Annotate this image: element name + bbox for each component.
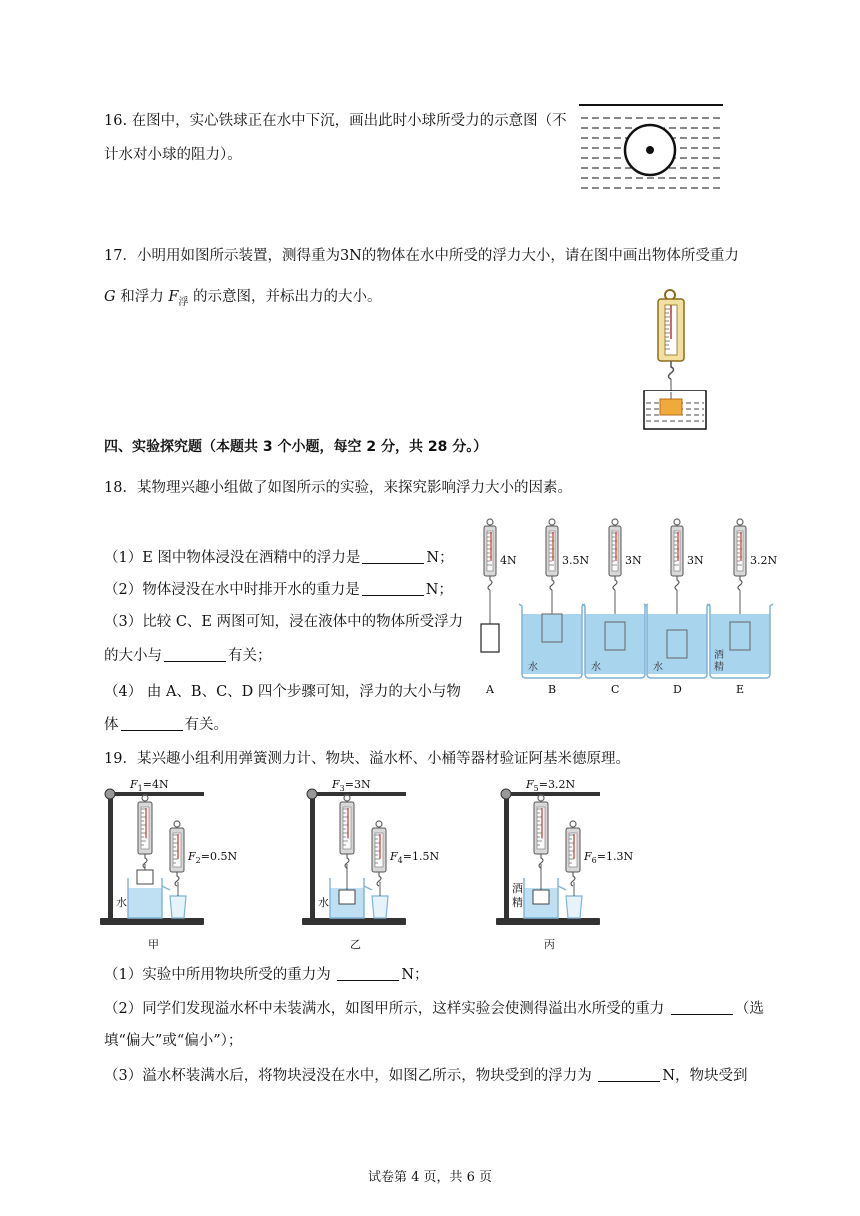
right-scale <box>372 821 386 886</box>
force-label-right: $F_2=0.5N$ <box>188 850 238 865</box>
q19-part3: （3）溢水杯装满水后，将物块浸没在水中，如图乙所示，物块受到的浮力为 N，物块受到 <box>104 1068 748 1084</box>
q16-figure-iron-ball <box>577 100 727 196</box>
q16-line2: 计水对小球的阻力）。 <box>104 147 242 163</box>
q18-part4-line1: （4） 由 A、B、C、D 四个步骤可知，浮力的大小与物 <box>104 684 461 700</box>
q19-part2-line2: 填“偏大”或“偏小”）； <box>104 1033 243 1049</box>
q17-line2: G 和浮力 $F_浮$ 的示意图，并标出力的大小。 <box>104 289 382 308</box>
small-bucket <box>170 896 186 918</box>
panel-3 <box>496 778 633 951</box>
small-bucket <box>372 896 388 918</box>
spring-scale-D <box>671 519 683 590</box>
q18-part4-line2: 体 有关。 <box>104 717 228 733</box>
q19-part2-line1: （2）同学们发现溢水杯中未装满水，如图甲所示，这样实验会使测得溢出水所受的重力 （选 <box>104 1001 764 1017</box>
q19-figure-archimedes-experiment <box>90 774 750 952</box>
step-label: C <box>611 683 620 696</box>
spring-scale-C <box>609 519 621 590</box>
answer-blank[interactable] <box>121 716 183 731</box>
panel-1 <box>100 778 237 951</box>
q18-figure-buoyancy-experiment <box>470 518 786 700</box>
scale-reading: 3.5N <box>562 554 590 567</box>
q19-part1: （1）实验中所用物块所受的重力为 N； <box>104 967 429 983</box>
q18-part1: （1）E 图中物体浸没在酒精中的浮力是 N； <box>104 550 454 566</box>
step-label: B <box>548 683 557 696</box>
liquid-label: 水 <box>116 896 127 909</box>
small-bucket <box>566 896 582 918</box>
q18-part3-line1: （3）比较 C、E 两图可知，浸在液体中的物体所受浮力 <box>104 614 464 630</box>
gravity-symbol: G <box>104 289 116 305</box>
step-label: E <box>736 683 745 696</box>
q18-part2: （2）物体浸没在水中时排开水的重力是 N； <box>104 582 453 598</box>
left-scale <box>534 795 548 868</box>
scale-reading: 3.2N <box>750 554 778 567</box>
panel-label: 乙 <box>350 938 361 951</box>
spring-scale-E <box>734 519 746 590</box>
page-footer: 试卷第 4 页，共 6 页 <box>367 1170 493 1185</box>
block <box>481 624 499 652</box>
force-label-right: $F_6=1.3N$ <box>584 850 634 865</box>
force-label-left: $F_1=4N$ <box>130 778 169 793</box>
answer-blank[interactable] <box>671 1000 733 1015</box>
liquid-label: 水 <box>318 896 329 909</box>
answer-blank[interactable] <box>164 647 226 662</box>
q17-line1: 17．小明用如图所示装置，测得重为3N的物体在水中所受的浮力大小，请在图中画出物体所受重力 <box>104 248 739 264</box>
buoyancy-symbol: F <box>168 289 179 305</box>
scale-reading: 4N <box>500 554 517 567</box>
q17-figure-spring-scale-beaker <box>636 287 716 433</box>
liquid-label: 精 <box>714 662 724 673</box>
spring-scale-A <box>484 519 496 590</box>
panel-label: 甲 <box>148 938 159 951</box>
answer-blank[interactable] <box>362 581 424 596</box>
left-scale <box>340 795 354 868</box>
liquid-label: 水 <box>653 662 663 673</box>
answer-blank[interactable] <box>362 549 424 564</box>
step-label: D <box>673 683 682 696</box>
step-label: A <box>486 683 494 696</box>
spring-scale-B <box>546 519 558 590</box>
q18-intro: 18．某物理兴趣小组做了如图所示的实验，来探究影响浮力大小的因素。 <box>104 480 572 496</box>
scale-reading: 3N <box>625 554 642 567</box>
liquid-label: 酒 <box>512 882 523 895</box>
right-scale <box>170 821 184 886</box>
liquid-label: 水 <box>591 662 601 673</box>
q16-line1: 16. 在图中，实心铁球正在水中下沉，画出此时小球所受力的示意图（不 <box>104 113 567 129</box>
left-scale <box>138 795 152 868</box>
q19-intro: 19．某兴趣小组利用弹簧测力计、物块、溢水杯、小桶等器材验证阿基米德原理。 <box>104 751 630 767</box>
answer-blank[interactable] <box>337 966 399 981</box>
force-label-right: $F_4=1.5N$ <box>390 850 440 865</box>
liquid-label: 酒 <box>714 650 724 661</box>
panel-2 <box>302 778 439 951</box>
block <box>137 870 153 884</box>
liquid-label: 精 <box>512 896 523 909</box>
block <box>339 890 355 904</box>
answer-blank[interactable] <box>598 1067 660 1082</box>
liquid-label: 水 <box>528 662 538 673</box>
force-label-left: $F_5=3.2N$ <box>526 778 576 793</box>
section-4-heading: 四、实验探究题（本题共 3 个小题，每空 2 分，共 28 分。） <box>104 439 488 455</box>
panel-label: 丙 <box>544 938 555 951</box>
q18-part3-line2: 的大小与 有关； <box>104 648 272 664</box>
force-label-left: $F_3=3N$ <box>332 778 371 793</box>
block <box>533 890 549 904</box>
right-scale <box>566 821 580 886</box>
scale-reading: 3N <box>687 554 704 567</box>
